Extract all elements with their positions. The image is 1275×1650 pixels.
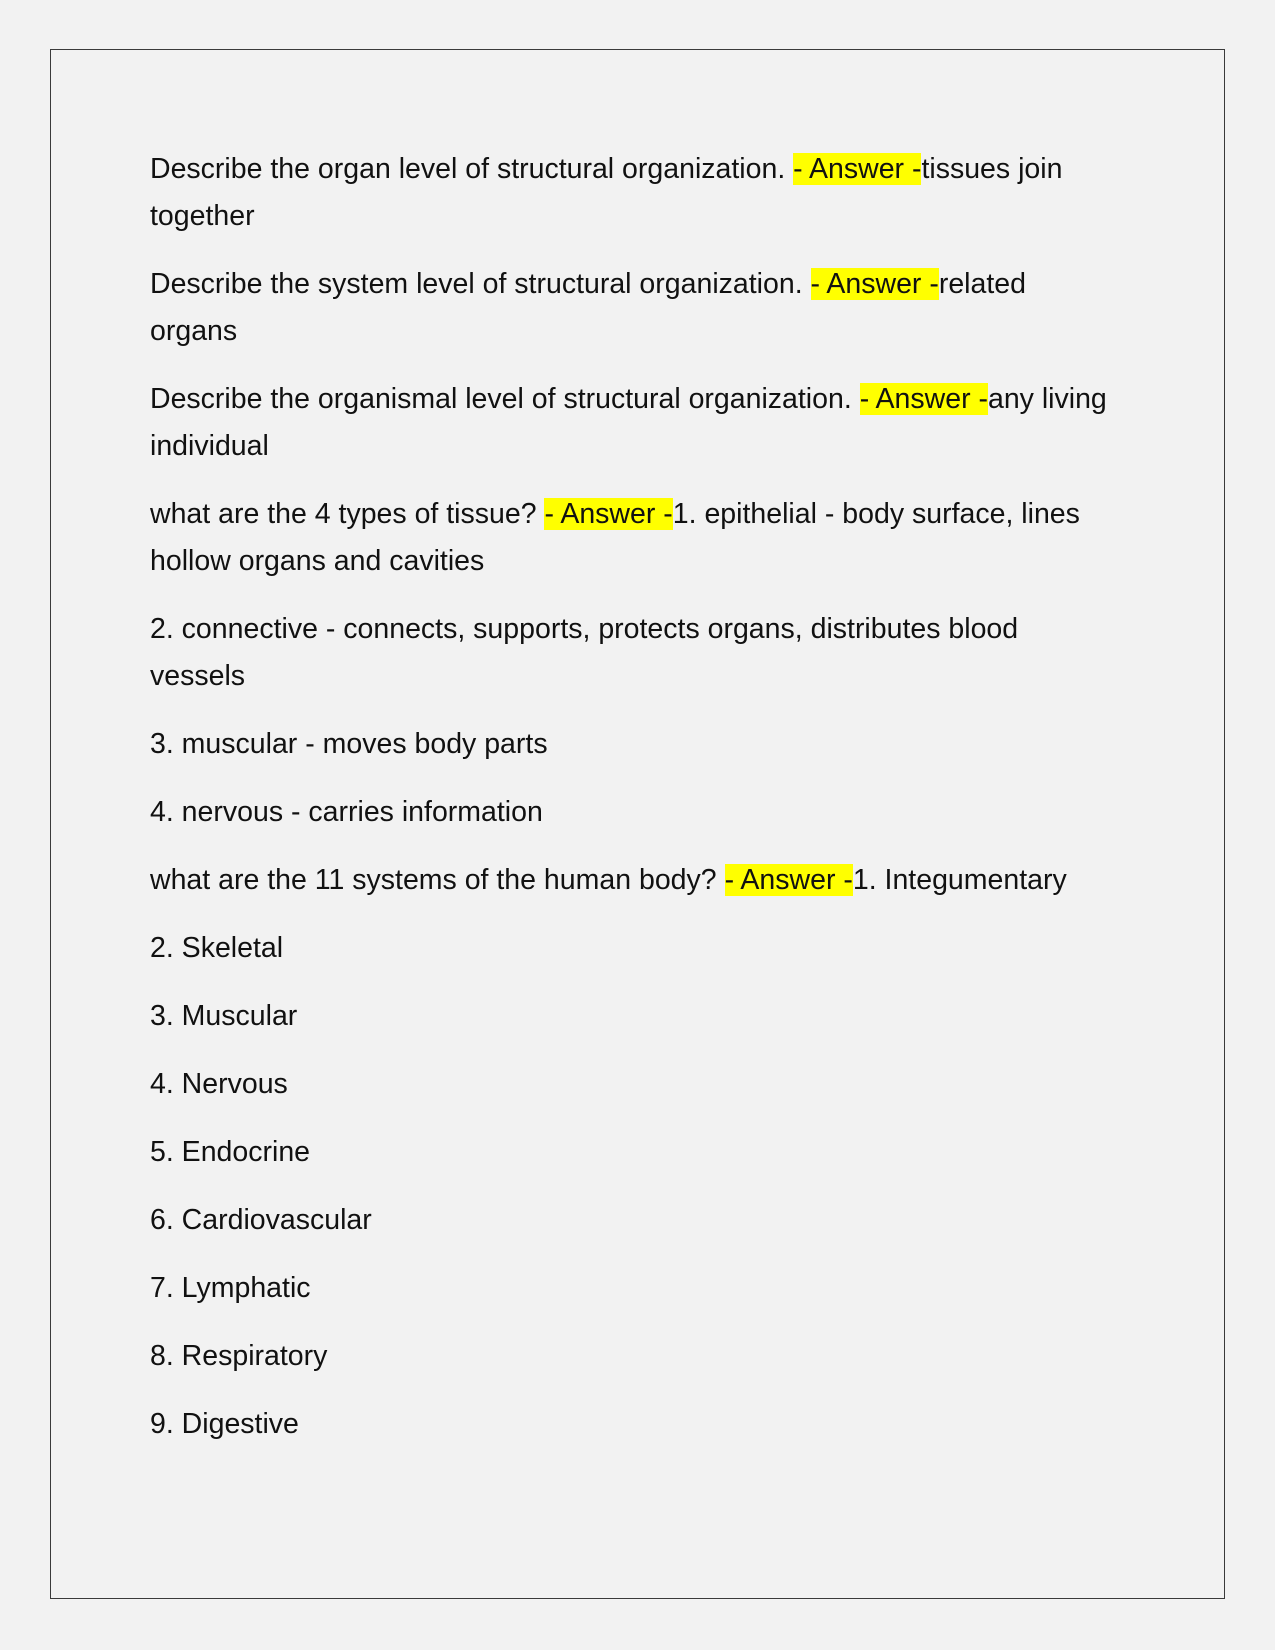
list-item-respiratory: 8. Respiratory — [150, 1340, 328, 1372]
qa-paragraph-organ-level — [150, 146, 1110, 240]
answer-marker: - Answer - — [544, 498, 673, 530]
question-text: Describe the organ level of structural organization. — [150, 153, 794, 185]
question-text: Describe the organismal level of structural organization. — [150, 383, 860, 415]
answer-text: any living individual — [150, 383, 1107, 462]
question-text: what are the 4 types of tissue? — [150, 498, 545, 530]
list-item-endocrine: 5. Endocrine — [150, 1136, 311, 1168]
qa-paragraph-body-systems — [150, 857, 1110, 904]
question-text: what are the 11 systems of the human body? — [150, 864, 725, 896]
answer-text: 1. Integumentary — [852, 864, 1067, 896]
list-item-digestive: 9. Digestive — [150, 1408, 299, 1440]
answer-text: tissues join together — [150, 153, 1063, 232]
answer-text: 1. epithelial - body surface, lines hollow organs and cavities — [150, 498, 1080, 577]
list-item-muscular-system: 3. Muscular — [150, 1000, 298, 1032]
list-item-lymphatic: 7. Lymphatic — [150, 1272, 311, 1304]
answer-marker: - Answer - — [724, 864, 853, 896]
document-body — [150, 146, 1110, 1469]
list-item-cardiovascular: 6. Cardiovascular — [150, 1204, 372, 1236]
question-text: Describe the system level of structural organization. — [150, 268, 811, 300]
answer-marker: - Answer - — [793, 153, 922, 185]
answer-text: related organs — [150, 268, 1026, 347]
list-item-skeletal: 2. Skeletal — [150, 932, 284, 964]
qa-paragraph-tissue-types — [150, 491, 1110, 585]
qa-paragraph-organismal-level — [150, 376, 1110, 470]
list-item-nervous: 4. nervous - carries information — [150, 796, 543, 828]
qa-paragraph-system-level — [150, 261, 1110, 355]
answer-marker: - Answer - — [810, 268, 939, 300]
list-item-nervous-system: 4. Nervous — [150, 1068, 288, 1100]
list-item-muscular: 3. muscular - moves body parts — [150, 728, 548, 760]
answer-marker: - Answer - — [859, 383, 988, 415]
list-item-connective: 2. connective - connects, supports, protects organs, distributes blood vessels — [150, 613, 1019, 692]
